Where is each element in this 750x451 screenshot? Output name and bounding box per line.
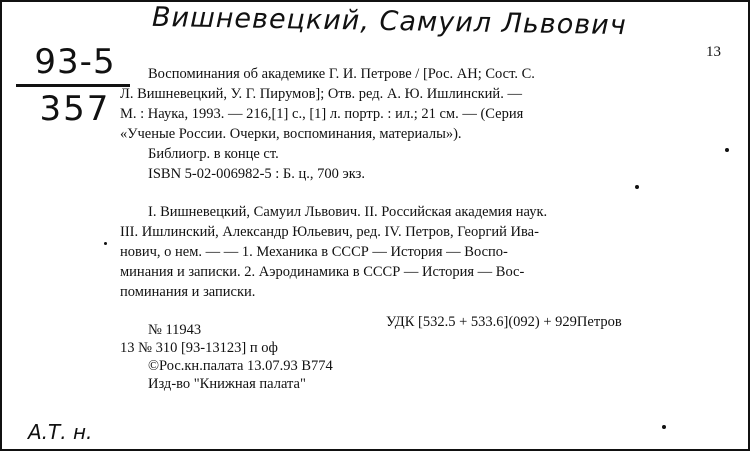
shelfmark-top: 93-5: [34, 42, 116, 82]
description-line-2: Л. Вишневецкий, У. Г. Пирумов]; Отв. ред. А. Ю. Ишлинский. —: [120, 86, 522, 102]
tracing-line-1: I. Вишневецкий, Самуил Львович. II. Российская академия наук.: [148, 204, 548, 220]
tracing-line-2: III. Ишлинский, Александр Юльевич, ред. IV. Петров, Георгий Ива-: [120, 224, 539, 240]
description-line-3: М. : Наука, 1993. — 216,[1] с., [1] л. портр. : ил.; 21 см. — (Серия: [120, 106, 524, 122]
tracing-line-5: поминания и записки.: [120, 284, 256, 300]
card-number: 13: [706, 44, 721, 60]
shelfmark-bottom: 357: [39, 89, 111, 129]
tracing-line-4: минания и записки. 2. Аэродинамика в СССР — История — Вос-: [120, 264, 525, 280]
shelfmark-divider: [16, 84, 130, 87]
scan-speck: [635, 185, 639, 189]
scan-speck: [725, 148, 729, 152]
tracing-line-3: нович, о нем. — — 1. Механика в СССР — История — Воспо-: [120, 244, 508, 260]
handwritten-author-heading: Вишневецкий, Самуил Львович: [151, 1, 627, 42]
number-line: № 11943: [148, 322, 202, 338]
scan-speck: [104, 242, 107, 245]
shelfmark: [16, 44, 134, 127]
description-line-4: «Ученые России. Очерки, воспоминания, материалы»).: [120, 126, 462, 142]
bibliography-note: Библиогр. в конце ст.: [148, 146, 279, 162]
order-line: 13 № 310 [93-13123] п оф: [120, 340, 278, 356]
publisher-line: Изд-во "Книжная палата": [148, 376, 306, 392]
chamber-line: ©Рос.кн.палата 13.07.93 В774: [148, 358, 333, 374]
handwritten-initials: А.Т. н.: [28, 420, 93, 444]
isbn-line: ISBN 5-02-006982-5 : Б. ц., 700 экз.: [148, 166, 365, 182]
udk-line: УДК [532.5 + 533.6](092) + 929Петров: [386, 314, 622, 330]
scan-speck: [662, 425, 666, 429]
description-line-1: Воспоминания об академике Г. И. Петрове / [Рос. АН; Сост. С.: [148, 66, 535, 82]
